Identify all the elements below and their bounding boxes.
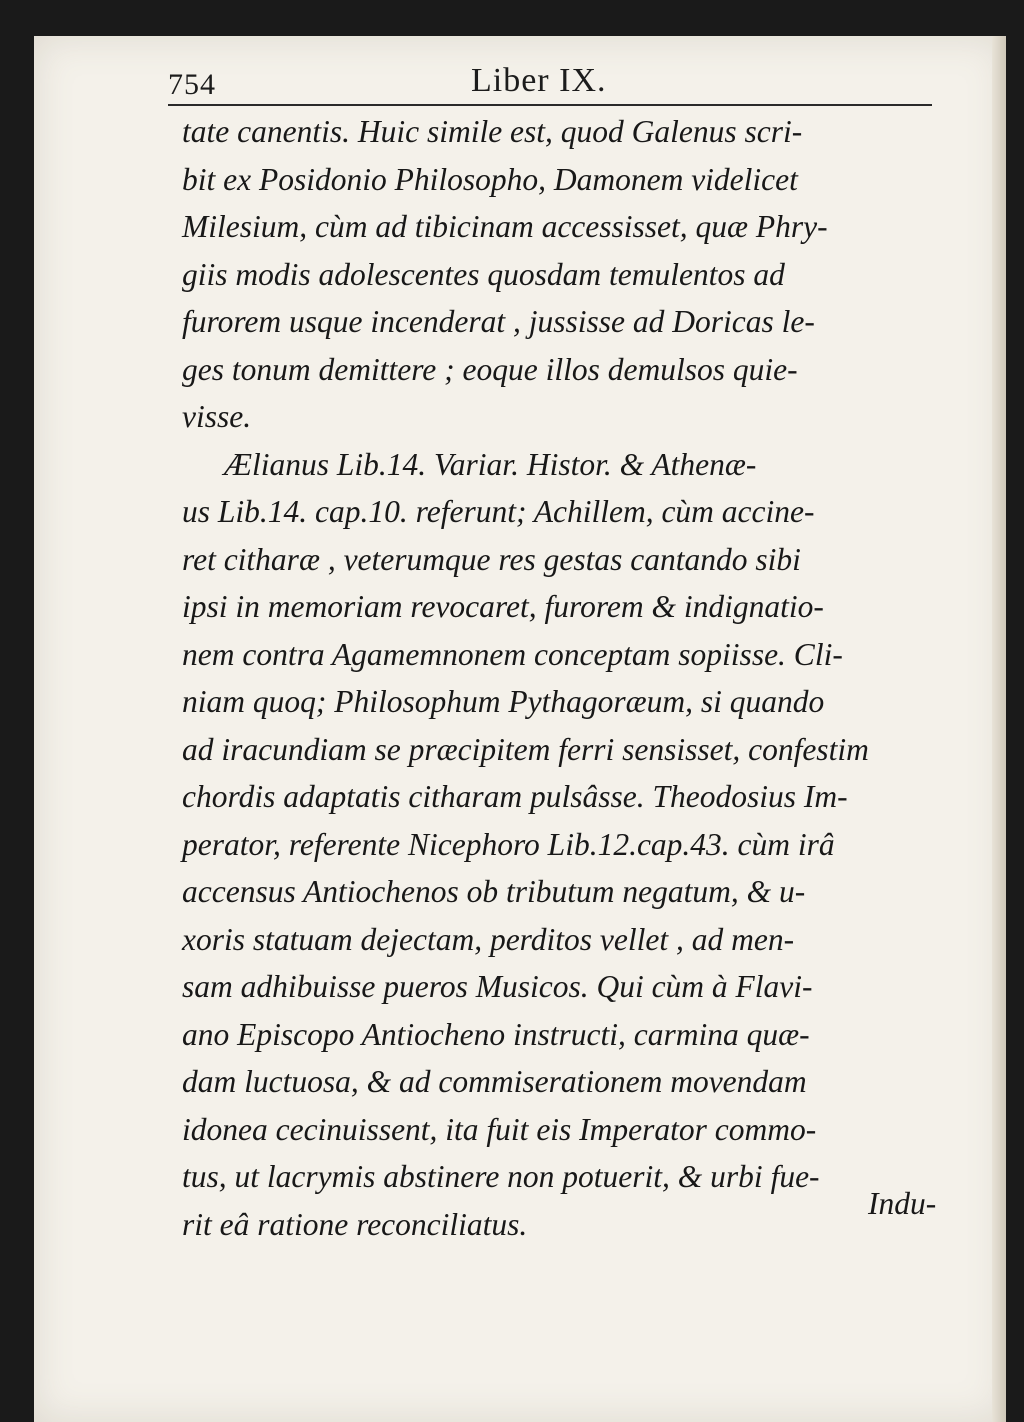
text-line: ano Episcopo Antiocheno instructi, carmina quæ- bbox=[182, 1016, 810, 1052]
text-line: perator, referente Nicephoro Lib.12.cap.43. cùm irâ bbox=[182, 826, 835, 862]
body-text bbox=[182, 108, 952, 1248]
paragraph-start-line: Ælianus Lib.14. Variar. Histor. & Athenæ- bbox=[224, 446, 757, 482]
text-line: tus, ut lacrymis abstinere non potuerit, & urbi fue- bbox=[182, 1159, 820, 1194]
running-head-title: Liber IX. bbox=[471, 62, 607, 99]
text-line: bit ex Posidonio Philosopho, Damonem videlicet bbox=[182, 161, 798, 197]
text-line: sam adhibuisse pueros Musicos. Qui cùm à Flavi- bbox=[182, 969, 813, 1004]
page-edge bbox=[992, 36, 1006, 1422]
page-number: 754 bbox=[168, 68, 216, 101]
text-line: dam luctuosa, & ad commiserationem movendam bbox=[182, 1064, 807, 1099]
text-line: Milesium, cùm ad tibicinam accessisset, quæ Phry- bbox=[182, 209, 828, 244]
text-line: giis modis adolescentes quosdam temulentos ad bbox=[182, 256, 785, 292]
text-line: ret citharæ , veterumque res gestas cantando sibi bbox=[182, 541, 801, 577]
text-line: niam quoq; Philosophum Pythagoræum, si quando bbox=[182, 684, 825, 719]
text-line: furorem usque incenderat , jussisse ad Doricas le- bbox=[182, 304, 815, 339]
running-head bbox=[168, 62, 938, 106]
text-line: rit eâ ratione reconciliatus. bbox=[182, 1206, 528, 1242]
text-line: chordis adaptatis citharam pulsâsse. Theodosius Im- bbox=[182, 779, 848, 814]
text-line: nem contra Agamemnonem conceptam sopiisse. Cli- bbox=[182, 636, 843, 672]
text-line: accensus Antiochenos ob tributum negatum, & u- bbox=[182, 874, 806, 909]
text-line: tate canentis. Huic simile est, quod Galenus scri- bbox=[182, 114, 803, 149]
catchword: Indu- bbox=[868, 1186, 937, 1221]
text-line: ipsi in memoriam revocaret, furorem & indignatio- bbox=[182, 589, 824, 624]
text-line: us Lib.14. cap.10. referunt; Achillem, cùm accine- bbox=[182, 494, 815, 529]
text-line: ges tonum demittere ; eoque illos demulsos quie- bbox=[182, 351, 798, 387]
text-line: idonea cecinuissent, ita fuit eis Imperator commo- bbox=[182, 1111, 817, 1147]
text-line: ad iracundiam se præcipitem ferri sensisset, confestim bbox=[182, 731, 869, 767]
text-line: xoris statuam dejectam, perditos vellet , ad men- bbox=[182, 921, 795, 957]
text-line: visse. bbox=[182, 399, 252, 434]
header-rule bbox=[168, 104, 932, 106]
